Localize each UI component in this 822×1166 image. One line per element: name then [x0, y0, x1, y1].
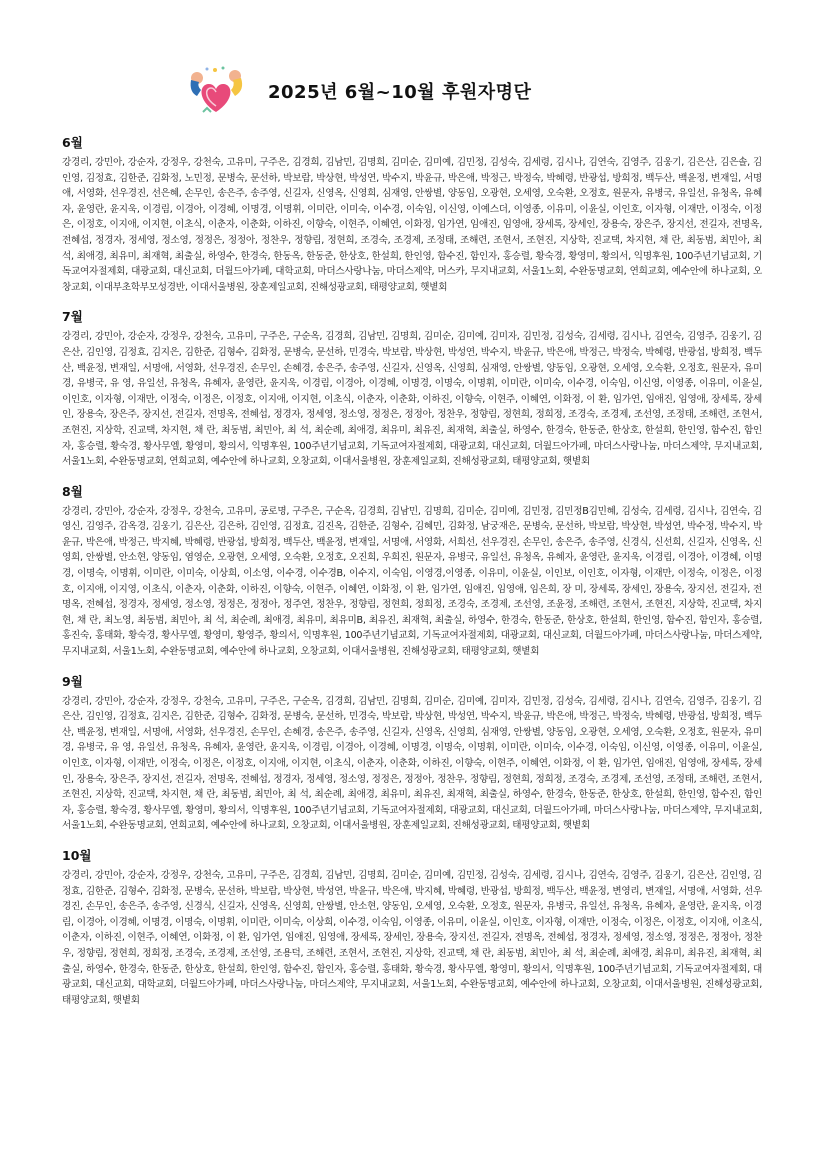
- month-heading: 8월: [62, 483, 83, 499]
- month-heading: 7월: [62, 309, 83, 325]
- month-section-august: [62, 483, 762, 660]
- month-section-june: [62, 134, 762, 295]
- month-section-september: [62, 673, 762, 834]
- month-section-july: [62, 308, 762, 469]
- page-header: [0, 62, 822, 122]
- donor-names: 강경리, 강민아, 강순자, 강정우, 강천숙, 고유미, 공로명, 구주은, 구순옥, 김경희, 김남민, 김명희, 김미순, 김미예, 김민정, 김민정B김민혜, 김성숙, 김세령, 김시나, 김연숙, 김영신, 김영주, 감옥경, 김웅기, 김은산, 김은하, 김인영, 김정효, 김진옥, 김한준, 김형수, 김혜민, 김화정, 남궁재은, 문병숙, 문선하, 박보람, 박상현, 박성연, 박수정, 박수지, 박윤규, 박은애, 박정근, 박지혜, 박혜령, 반광섭, 방희정, 백두산, 백윤정, 변재일, 서명애, 서영화, 서희선, 선우경진, 손무인, 송은주, 송주영, 신경식, 신선희, 신길자, 신영옥, 신영희, 안쌍별, 안소현, 양동임, 염영순, 오광현, 오세영, 오숙환, 오정호, 오진희, 우희진, 원문자, 유병국, 유일선, 유청옥, 유혜자, 윤영란, 윤지욱, 이경림, 이경아, 이경혜, 이명경, 이명숙, 이명휘, 이미란, 이미숙, 이상희, 이소영, 이수경, 이수경B, 이수지, 이숙임, 이영경,이영종, 이유미, 이윤실, 이인보, 이인호, 이자형, 이재만, 이정숙, 이정은, 이정호, 이지애, 이지영, 이초식, 이춘자, 이춘화, 이하진, 이향숙, 이현주, 이혜연, 이화정, 이 환, 임가연, 임애진, 임영애, 임은희, 장 미, 장세록, 장세인, 장용숙, 장지선, 전길자, 전명옥, 전혜섭, 정경자, 정세영, 정소영, 정정은, 정정아, 정주연, 정찬우, 정향림, 정현희, 정희정, 조경숙, 조경제, 조선영, 조윤정, 조해련, 조현서, 조현진, 지상학, 진교택, 차지현, 채 란, 최노영, 최동범, 최민아, 최 석, 최순례, 최애경, 최유미, 최유미B, 최유진, 최재혁, 최출실, 하영수, 한경숙, 한동준, 한상호, 한설희, 한인영, 함수진, 함인자, 홍승렬, 홍진숙, 홍태화, 황숙경, 황사무엘, 황영미, 황영주, 황의서, 익명후원, 100주년기념교회, 기독교여자절제회, 대광교회, 대신교회, 더월드아가페, 마더스사랑나눔, 마더스제약, 무지내교회, 서울1노회, 수완동명교회, 예수안에 하나교회, 오창교회, 이대서울병원, 진해성광교회, 태평양교회, 햇볕회: [62, 505, 762, 658]
- month-heading: 9월: [62, 673, 83, 689]
- donor-names: 강경리, 강민아, 강순자, 강정우, 강천숙, 고유미, 구주은, 김경희, 김남민, 김명희, 김미순, 김미예, 김민정, 김성숙, 김세령, 김시나, 김연숙, 김영주, 김웅기, 김은산, 김인영, 김정효, 김한준, 김형수, 김화정, 문병숙, 문선하, 박보람, 박상현, 박성연, 박윤규, 박은애, 박지혜, 박혜령, 반광섭, 방희정, 백두산, 백윤정, 변영리, 변재일, 서명애, 서영화, 선우경진, 손무인, 송은주, 송주영, 신경식, 신길자, 신영옥, 신영희, 안쌍별, 안소현, 양동임, 오세영, 오숙환, 오정호, 원문자, 유병국, 유일선, 유청옥, 유혜자, 윤영란, 윤지욱, 이경림, 이경아, 이경혜, 이명경, 이명숙, 이명휘, 이미란, 이미숙, 이상희, 이수경, 이숙임, 이영종, 이유미, 이윤실, 이인호, 이자형, 이재만, 이정숙, 이정은, 이정호, 이지애, 이초식, 이춘자, 이하진, 이현주, 이혜연, 이화정, 이 환, 임가연, 임애진, 임영애, 장세록, 장세인, 장용숙, 장지선, 전길자, 전명옥, 전혜섭, 정경자, 정세영, 정소영, 정정은, 정정아, 정찬우, 정향림, 정현희, 정희정, 조경숙, 조경제, 조선영, 조용덕, 조해련, 조현서, 조현진, 지상학, 진교택, 채 란, 최동범, 최민아, 최 석, 최순례, 최애경, 최유미, 최유진, 최재혁, 최출실, 하영수, 한경숙, 한동준, 한상호, 한설희, 한인영, 함수진, 함인자, 홍승렬, 홍태화, 황숙경, 황사무엘, 황영미, 황의서, 익명후원, 100주년기념교회, 기독교여자절제회, 대광교회, 대신교회, 대학교회, 더월드아가페, 마더스사랑나눔, 마더스제약, 무지내교회, 서울1노회, 수완동명교회, 예수안에 하나교회, 오창교회, 이대서울병원, 진해성광교회, 태평양교회, 햇볕회: [62, 869, 762, 1006]
- donation-heart-logo-icon: [185, 62, 247, 118]
- donor-names: 강경리, 강민아, 강순자, 강정우, 강천숙, 고유미, 구주은, 김경희, 김남민, 김명희, 김미순, 김미예, 김민정, 김성숙, 김세령, 김시나, 김연숙, 김영주, 김웅기, 김은산, 김은솔, 김인영, 김정효, 김한준, 김화정, 노민정, 문병숙, 문선하, 박보람, 박상현, 박성연, 박수지, 박윤규, 박은애, 박정근, 박정숙, 박혜령, 반광섭, 방희정, 백두산, 백윤정, 변재일, 서명애, 서영화, 선우경진, 선은혜, 손무인, 송은주, 송주영, 신길자, 신영옥, 신영희, 심재영, 안쌍별, 양동임, 오광현, 오세영, 오숙환, 오정호, 원문자, 유병국, 유일선, 유청옥, 유혜자, 윤영란, 윤지욱, 이경림, 이경아, 이경혜, 이명경, 이명휘, 이미란, 이미숙, 이수경, 이숙임, 이신영, 이예스더, 이영종, 이유미, 이윤실, 이인호, 이자형, 이재만, 이정숙, 이정은, 이정호, 이지애, 이지현, 이초식, 이춘자, 이춘화, 이하진, 이향숙, 이현주, 이혜연, 이화정, 임가연, 임애진, 임영애, 장세록, 장세인, 장용숙, 장은주, 장지선, 전길자, 전명옥, 전혜섭, 정경자, 정세영, 정소영, 정정은, 정정아, 정찬우, 정향림, 정현희, 조경숙, 조경제, 조정태, 조해련, 조현서, 조현진, 지상학, 진교택, 차지현, 채 란, 최동범, 최민아, 최 석, 최애경, 최유미, 최재혁, 최출실, 하영수, 한경숙, 한동옥, 한동준, 한상호, 한설희, 한인영, 함수진, 함인자, 홍승렬, 황숙경, 황영미, 황의서, 익명후원, 100주년기념교회, 기독교여자절제회, 대광교회, 대신교회, 더월드아가페, 대학교회, 마더스사랑나눔, 마더스제약, 머스카, 무지내교회, 서울1노회, 수완동명교회, 연희교회, 예수안에 하나교회, 오창교회, 이대부초학부모성경반, 이대서울병원, 장훈제일교회, 진해성광교회, 태평양교회, 햇볕회: [62, 157, 762, 293]
- donor-names: 강경리, 강민아, 강순자, 강정우, 강천숙, 고유미, 구주은, 구순옥, 김경희, 김남민, 김명희, 김미순, 김미예, 김미자, 김민정, 김성숙, 김세령, 김시나, 김연숙, 김영주, 김웅기, 김은산, 김인영, 김정효, 김지은, 김한준, 김형수, 김화정, 문병숙, 문선하, 민경숙, 박보람, 박상현, 박성연, 박수지, 박윤규, 박은애, 박정근, 박정숙, 박혜령, 반광섭, 방희정, 백두산, 백윤정, 변재일, 서명애, 서영화, 선우경진, 손무인, 손혜경, 송은주, 송주영, 신길자, 신영옥, 신영희, 심재영, 안쌍별, 양동임, 오광현, 오세영, 오숙환, 오정호, 원문자, 유미경, 유병국, 유 영, 유일선, 유청옥, 유혜자, 윤영란, 윤지욱, 이경림, 이경아, 이경혜, 이명경, 이명숙, 이명휘, 이미란, 이미숙, 이수경, 이숙임, 이신영, 이영종, 이유미, 이윤실, 이인호, 이자형, 이재만, 이정숙, 이정은, 이정호, 이지애, 이지현, 이초식, 이춘자, 이춘화, 이하진, 이향숙, 이현주, 이혜연, 이화정, 이 환, 임가연, 임애진, 임영애, 장세록, 장세인, 장용숙, 장은주, 장지선, 전길자, 전명옥, 전혜섭, 정경자, 정세영, 정소영, 정정은, 정정아, 정찬우, 정향림, 정현희, 정희정, 조경숙, 조경제, 조선영, 조정태, 조해련, 조현서, 조현진, 지상학, 진교택, 차지현, 채 란, 최동범, 최민아, 최 석, 최순례, 최애경, 최유미, 최유진, 최재혁, 최출실, 하영수, 한경숙, 한동준, 한상호, 한설희, 한인영, 함수진, 함인자, 홍승렬, 황숙경, 황사무엘, 황영미, 황의서, 익명후원, 100주년기념교회, 기독교여자절제회, 대광교회, 대신교회, 더월드아가페, 마더스사랑나눔, 마더스제약, 무지내교회, 서울1노회, 수완동명교회, 연희교회, 예수안에 하나교회, 오창교회, 이대서울병원, 장훈제일교회, 진해성광교회, 태평양교회, 햇볕회: [62, 331, 763, 468]
- month-section-october: [62, 847, 762, 1008]
- page-title: 2025년 6월~10월 후원자명단: [268, 82, 532, 103]
- month-heading: 6월: [62, 135, 83, 150]
- donor-names: 강경리, 강민아, 강순자, 강정우, 강천숙, 고유미, 구주은, 구순옥, 김경희, 김남민, 김명희, 김미순, 김미예, 김미자, 김민정, 김성숙, 김세령, 김시나, 김연숙, 김영주, 김웅기, 김은산, 김인영, 김정효, 김지은, 김한준, 김형수, 김화정, 문병숙, 문선하, 민경숙, 박보람, 박상현, 박성연, 박수지, 박윤규, 박은애, 박정근, 박정숙, 박혜령, 반광섭, 방희정, 백두산, 백윤정, 변재일, 서명애, 서영화, 선우경진, 손무인, 손혜경, 송은주, 송주영, 신길자, 신영옥, 신영희, 심재영, 안쌍별, 양동임, 오광현, 오세영, 오숙환, 오정호, 원문자, 유미경, 유병국, 유 영, 유일선, 유청옥, 유혜자, 윤영란, 윤지욱, 이경림, 이경아, 이경혜, 이명경, 이명숙, 이명휘, 이미란, 이미숙, 이수경, 이숙임, 이신영, 이영종, 이유미, 이윤실, 이인호, 이자형, 이재만, 이정숙, 이정은, 이정호, 이지애, 이지현, 이초식, 이춘자, 이춘화, 이하진, 이향숙, 이현주, 이혜연, 이화정, 이 환, 임가연, 임애진, 임영애, 장세록, 장세인, 장용숙, 장은주, 장지선, 전길자, 전명옥, 전혜섭, 정경자, 정세영, 정소영, 정정은, 정정아, 정찬우, 정향림, 정현희, 정희정, 조경숙, 조경제, 조선영, 조정태, 조해련, 조현서, 조현진, 지상학, 진교택, 차지현, 채 란, 최동범, 최민아, 최 석, 최순례, 최애경, 최유미, 최유진, 최재혁, 최출실, 하영수, 한경숙, 한동준, 한상호, 한설희, 한인영, 함수진, 함인자, 홍승렬, 황숙경, 황사무엘, 황영미, 황의서, 익명후원, 100주년기념교회, 기독교여자절제회, 대광교회, 대신교회, 더월드아가페, 마더스사랑나눔, 마더스제약, 무지내교회, 서울1노회, 수완동명교회, 연희교회, 예수안에 하나교회, 오창교회, 이대서울병원, 장훈제일교회, 진해성광교회, 태평양교회, 햇볕회: [62, 695, 763, 832]
- month-heading: 10월: [62, 847, 92, 863]
- donor-list: [62, 134, 762, 1021]
